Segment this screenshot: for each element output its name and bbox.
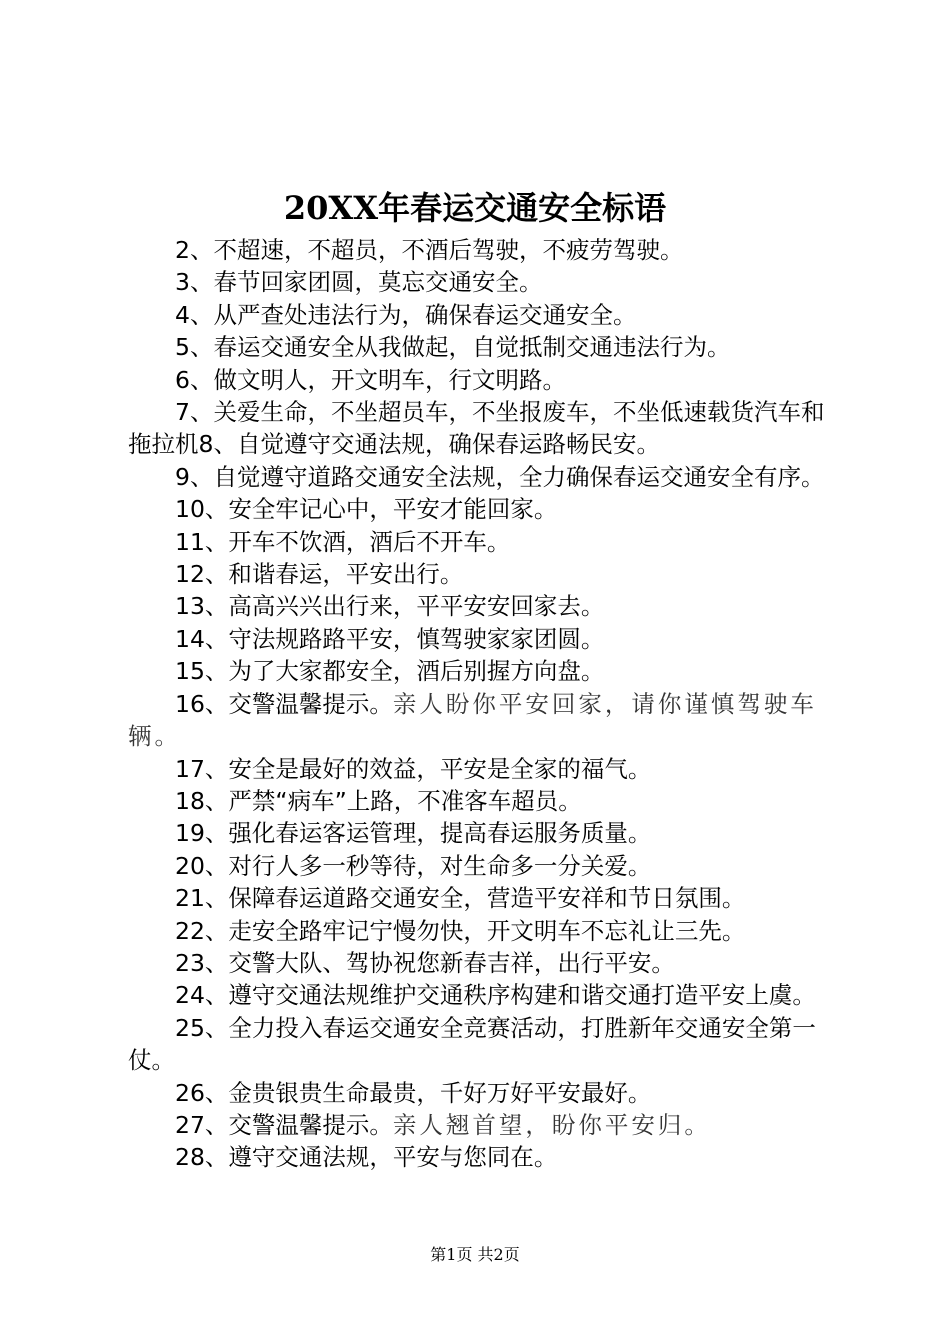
slogan-text: 2、不超速，不超员，不酒后驾驶，不疲劳驾驶。 [175,236,684,264]
slogan-paragraph [128,882,832,914]
slogan-paragraph [128,461,832,493]
slogan-text: 26、金贵银贵生命最贵，千好万好平安最好。 [175,1078,652,1107]
slogan-paragraph [128,396,832,461]
slogan-text: 24、遵守交通法规维护交通秩序构建和谐交通打造平安上虞。 [175,981,816,1010]
slogan-paragraph [128,947,832,979]
slogan-soft-text: 亲人翘首望，盼你平安归。 [392,1110,711,1139]
slogan-paragraph [128,590,832,622]
slogan-paragraph [128,1109,832,1141]
slogan-soft-text: 亲人盼你平安回家，请你谨慎驾驶车辆。 [128,689,817,751]
slogan-text: 10、安全牢记心中，平安才能回家。 [175,495,558,524]
slogan-paragraph [128,331,832,363]
document-body [128,234,832,1174]
slogan-text: 28、遵守交通法规，平安与您同在。 [175,1143,558,1172]
slogan-text: 15、为了大家都安全，酒后别握方向盘。 [175,657,605,686]
slogan-text: 7、关爱生命，不坐超员车，不坐报废车，不坐低速载货汽车和拖拉机8、自觉遵守交通法规，确保春运路畅民安。 [128,398,825,459]
slogan-text: 16、交警温馨提示。 [175,689,393,718]
slogan-paragraph [128,688,832,753]
document-title: 20XX年春运交通安全标语 [283,189,667,227]
slogan-text: 5、春运交通安全从我做起，自觉抵制交通违法行为。 [175,333,731,362]
slogan-paragraph [128,655,832,687]
slogan-text: 18、严禁“病车”上路，不准客车超员。 [175,786,582,815]
slogan-text: 22、走安全路牢记宁慢勿快，开文明车不忘礼让三先。 [175,916,746,945]
slogan-paragraph [128,915,832,947]
slogan-paragraph [128,526,832,558]
slogan-paragraph [128,623,832,655]
slogan-text: 20、对行人多一秒等待，对生命多一分关爱。 [175,851,652,880]
slogan-paragraph [128,234,832,266]
slogan-text: 12、和谐春运，平安出行。 [175,560,464,589]
slogan-text: 17、安全是最好的效益，平安是全家的福气。 [175,754,652,783]
slogan-paragraph [128,1141,832,1173]
slogan-text: 13、高高兴兴出行来，平平安安回家去。 [175,592,605,621]
slogan-paragraph [128,850,832,882]
slogan-text: 23、交警大队、驾协祝您新春吉祥，出行平安。 [175,948,675,977]
slogan-text: 9、自觉遵守道路交通安全法规，全力确保春运交通安全有序。 [175,462,825,491]
slogan-text: 14、守法规路路平安，慎驾驶家家团圆。 [175,624,605,653]
slogan-paragraph [128,299,832,331]
slogan-text: 11、开车不饮酒，酒后不开车。 [175,527,511,556]
slogan-text: 3、春节回家团圆，莫忘交通安全。 [175,268,543,297]
slogan-paragraph [128,817,832,849]
slogan-text: 6、做文明人，开文明车，行文明路。 [175,365,566,394]
page-footer: 第1页 共2页 [430,1245,520,1264]
slogan-paragraph [128,1012,832,1077]
slogan-paragraph [128,753,832,785]
slogan-paragraph [128,979,832,1011]
slogan-text: 19、强化春运客运管理，提高春运服务质量。 [175,819,652,848]
slogan-paragraph [128,364,832,396]
slogan-paragraph [128,493,832,525]
slogan-paragraph [128,785,832,817]
slogan-text: 27、交警温馨提示。 [175,1110,393,1139]
slogan-paragraph [128,1077,832,1109]
slogan-text: 25、全力投入春运交通安全竞赛活动，打胜新年交通安全第一仗。 [128,1013,816,1075]
slogan-paragraph [128,558,832,590]
slogan-text: 4、从严查处违法行为，确保春运交通安全。 [175,300,637,329]
slogan-paragraph [128,266,832,298]
slogan-text: 21、保障春运道路交通安全，营造平安祥和节日氛围。 [175,884,746,913]
